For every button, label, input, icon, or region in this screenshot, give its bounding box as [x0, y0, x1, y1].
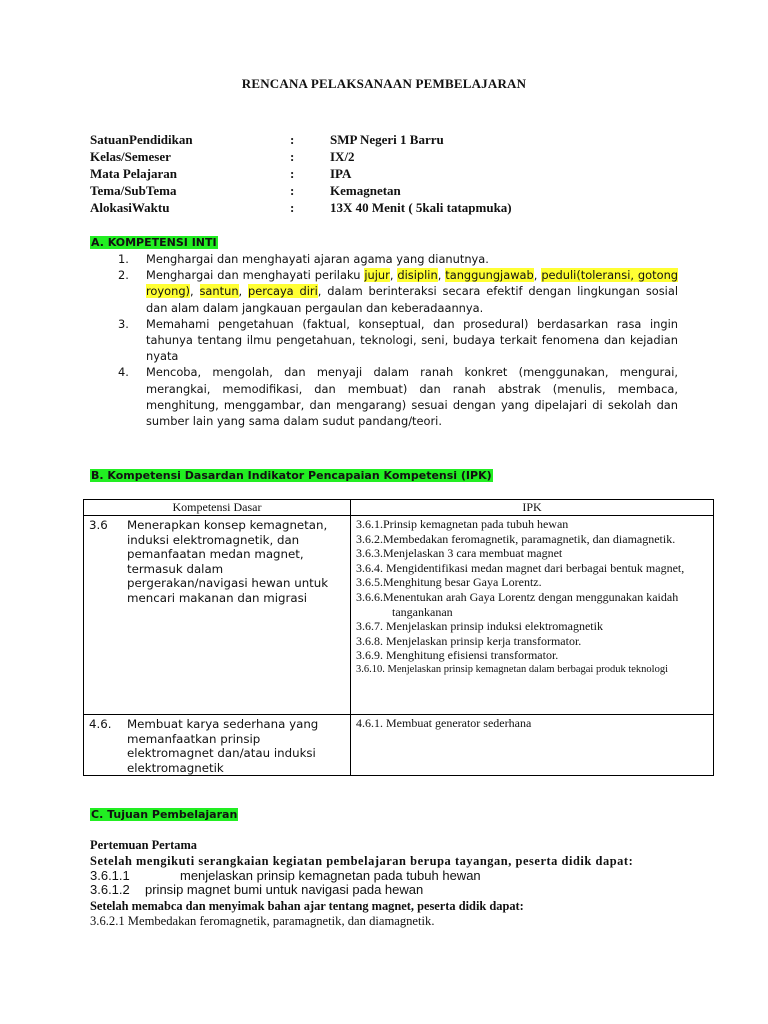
list-item-number: 3. [118, 316, 129, 331]
kd-ipk-table [83, 499, 714, 776]
ipk-item: 3.6.3.Menjelaskan 3 cara membuat magnet [356, 546, 563, 561]
attitude-value: peduli(toleransi, gotong royong) [146, 268, 679, 299]
ipk-item: 3.6.9. Menghitung efisiensi transformator. [356, 648, 559, 663]
list-item-text: Menghargai dan menghayati ajaran agama yang dianutnya. [146, 252, 489, 266]
identity-label: Kelas/Semeser [90, 149, 171, 164]
kd-text: Membuat karya sederhana yang memanfaatkan prinsip elektromagnet dan/atau induksi elektromagnetik [127, 717, 319, 775]
section-c-heading: C. Tujuan Pembelajaran [91, 808, 238, 821]
identity-value: Kemagnetan [330, 183, 401, 198]
objective-number: 3.6.1.2 [90, 882, 130, 897]
document-title: RENCANA PELAKSANAAN PEMBELAJARAN [241, 76, 527, 91]
meeting-title: Pertemuan Pertama [90, 838, 197, 852]
section-a-heading: A. KOMPETENSI INTI [91, 236, 217, 249]
ipk-item: 3.6.6.Menentukan arah Gaya Lorentz dengan menggunakan kaidah tangankanan [356, 589, 679, 619]
list-item [118, 251, 678, 267]
ipk-item: 4.6.1. Membuat generator sederhana [356, 716, 532, 730]
list-item-text: Mencoba, mengolah, dan menyaji dalam ranah konkret (menggunakan, mengurai, merangkai, memodifikasi, dan membuat) dan ranah abstrak (menulis, membaca, menghitung, menggambar, dan mengarang) sesuai dengan yang dipelajari di sekolah dan sumber lain yang sama dalam sudut pandang/teori. [146, 365, 678, 429]
identity-colon: : [290, 132, 295, 147]
objective-item [90, 869, 710, 883]
identity-value: 13X 40 Menit ( 5kali tatapmuka) [330, 200, 512, 215]
identity-value: IX/2 [330, 149, 355, 164]
ipk-item: 3.6.8. Menjelaskan prinsip kerja transformator. [356, 633, 582, 648]
attitude-outro: , dalam berinteraksi secara efektif dengan lingkungan sosial dan alam dalam jangkauan pergaulan dan keberadaannya. [146, 284, 678, 315]
objective-item: 3.6.2.1 Membedakan feromagnetik, paramagnetik, dan diamagnetik. [90, 914, 435, 928]
list-item-number: 2. [118, 268, 129, 283]
table-row [84, 715, 714, 776]
attitude-value: percaya diri [248, 284, 318, 299]
list-item [118, 316, 678, 365]
identity-colon: : [290, 166, 295, 181]
objective-intro: Setelah memabca dan menyimak bahan ajar tentang magnet, peserta didik dapat: [90, 899, 524, 913]
kd-text: Menerapkan konsep kemagnetan, induksi elektromagnetik, dan pemanfaatan medan magnet, termasuk dalam pergerakan/navigasi hewan untuk mencari makanan dan migrasi [127, 518, 329, 605]
table-header-row [84, 500, 714, 516]
identity-value: SMP Negeri 1 Barru [330, 132, 444, 147]
identity-colon: : [290, 183, 295, 198]
column-header-ipk: IPK [351, 500, 714, 516]
kd-number: 3.6 [89, 518, 108, 532]
identity-label: Tema/SubTema [90, 183, 177, 198]
table-row [84, 516, 714, 715]
list-item-number: 1. [118, 252, 129, 266]
list-item [118, 267, 678, 316]
list-item [118, 364, 678, 429]
attitude-value: tanggungjawab [445, 268, 534, 283]
kd-cell [84, 715, 351, 776]
objective-intro: Setelah mengikuti serangkaian kegiatan pembelajaran berupa tayangan, peserta didik dapat: [90, 853, 634, 868]
attitude-value: disiplin [397, 268, 438, 283]
kompetensi-inti-list [118, 251, 678, 429]
ipk-item: 3.6.7. Menjelaskan prinsip induksi elektromagnetik [356, 619, 603, 634]
objective-number: 3.6.1.1 [90, 868, 130, 883]
section-b-heading: B. Kompetensi Dasardan Indikator Pencapaian Kompetensi (IPK) [91, 469, 492, 482]
list-item-text: Memahami pengetahuan (faktual, konseptual, dan prosedural) berdasarkan rasa ingin tahunya tentang ilmu pengetahuan, teknologi, seni, budaya terkait fenomena dan kejadian nyata [146, 316, 678, 364]
ipk-item: 3.6.4. Mengidentifikasi medan magnet dari berbagai bentuk magnet, [356, 560, 685, 575]
attitude-intro: Menghargai dan menghayati perilaku [146, 268, 361, 283]
list-item-number: 4. [118, 365, 129, 380]
list-item-text: Menghargai dan menghayati perilaku jujur, disiplin, tanggungjawab, peduli(toleransi, gotong royong), santun, percaya diri, dalam berinteraksi secara efektif dengan lingkungan sosial dan alam dalam jangkauan pergaulan dan keberadaannya. [146, 268, 679, 315]
ipk-item: 3.6.10. Menjelaskan prinsip kemagnetan dalam berbagai produk teknologi [356, 663, 669, 675]
objective-item [90, 883, 710, 898]
kd-cell [84, 516, 351, 715]
column-header-kd: Kompetensi Dasar [84, 500, 351, 516]
attitude-value: jujur [364, 268, 390, 283]
identity-value: IPA [330, 166, 352, 181]
identity-colon: : [290, 149, 295, 164]
learning-objectives [90, 838, 710, 929]
objective-text: menjelaskan prinsip kemagnetan pada tubuh hewan [180, 868, 481, 883]
objective-text: prinsip magnet bumi untuk navigasi pada hewan [145, 882, 424, 897]
ipk-cell [351, 516, 714, 715]
identity-label: SatuanPendidikan [90, 132, 193, 147]
identity-label: AlokasiWaktu [90, 200, 170, 215]
attitude-value: santun [199, 284, 239, 299]
ipk-item: 3.6.5.Menghitung besar Gaya Lorentz. [356, 575, 542, 590]
ipk-item: 3.6.2.Membedakan feromagnetik, paramagnetik, dan diamagnetik. [356, 531, 676, 546]
ipk-cell [351, 715, 714, 776]
ipk-item: 3.6.1.Prinsip kemagnetan pada tubuh hewan [356, 517, 569, 531]
kd-number: 4.6. [89, 717, 112, 731]
identity-colon: : [290, 200, 295, 215]
identity-label: Mata Pelajaran [90, 166, 178, 181]
